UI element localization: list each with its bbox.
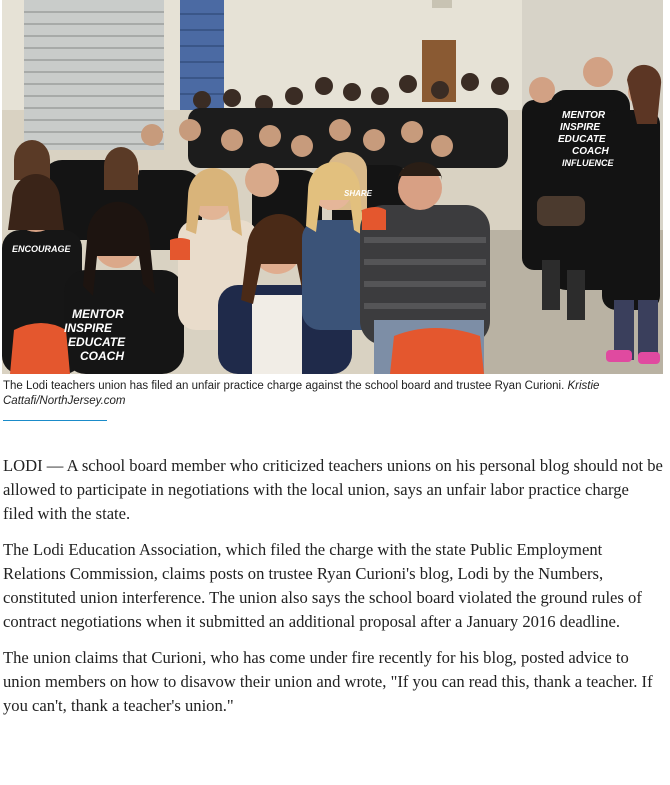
shirt-text-coach: COACH (80, 349, 124, 363)
shirt-text-inspire-2: INSPIRE (560, 122, 601, 133)
shirt-text-influence: INFLUENCE (562, 158, 614, 168)
caption-divider (3, 420, 107, 421)
crowd-photo-illustration (2, 0, 663, 374)
article-body (3, 454, 663, 730)
photo-credit: Kristie Cattafi/NorthJersey.com (3, 380, 600, 407)
shirt-text-educate-2: EDUCATE (558, 134, 606, 145)
article-paragraph: The Lodi Education Association, which filed the charge with the state Public Employment Relations Commission, claims posts on trustee Ryan Curioni's blog, Lodi by the Numbers, constituted union interference. The union also says the school board violated the ground rules of contract negotiations when it submitted an additional proposal after a January 2016 deadline. (3, 540, 642, 631)
article-photo[interactable] (2, 0, 663, 374)
shirt-text-share: SHARE (344, 189, 373, 198)
article-paragraph: The union claims that Curioni, who has come under fire recently for his blog, posted advice to union members on how to disavow their union and wrote, "If you can read this, thank a teacher. If you can't, thank a teacher's union." (3, 648, 653, 715)
article-paragraph: LODI — A school board member who criticized teachers unions on his personal blog should not be allowed to participate in negotiations with the local union, says an unfair labor practice charge filed with the state. (3, 456, 663, 523)
shirt-text-inspire: INSPIRE (64, 321, 113, 335)
shirt-text-educate: EDUCATE (68, 335, 126, 349)
caption-text: The Lodi teachers union has filed an unfair practice charge against the school board and trustee Ryan Curioni. (3, 380, 565, 392)
shirt-text-mentor: MENTOR (72, 307, 124, 321)
photo-caption (3, 379, 658, 409)
shirt-text-mentor-2: MENTOR (562, 110, 606, 121)
shirt-text-coach-2: COACH (572, 146, 609, 157)
shirt-text-encourage: ENCOURAGE (12, 244, 71, 254)
